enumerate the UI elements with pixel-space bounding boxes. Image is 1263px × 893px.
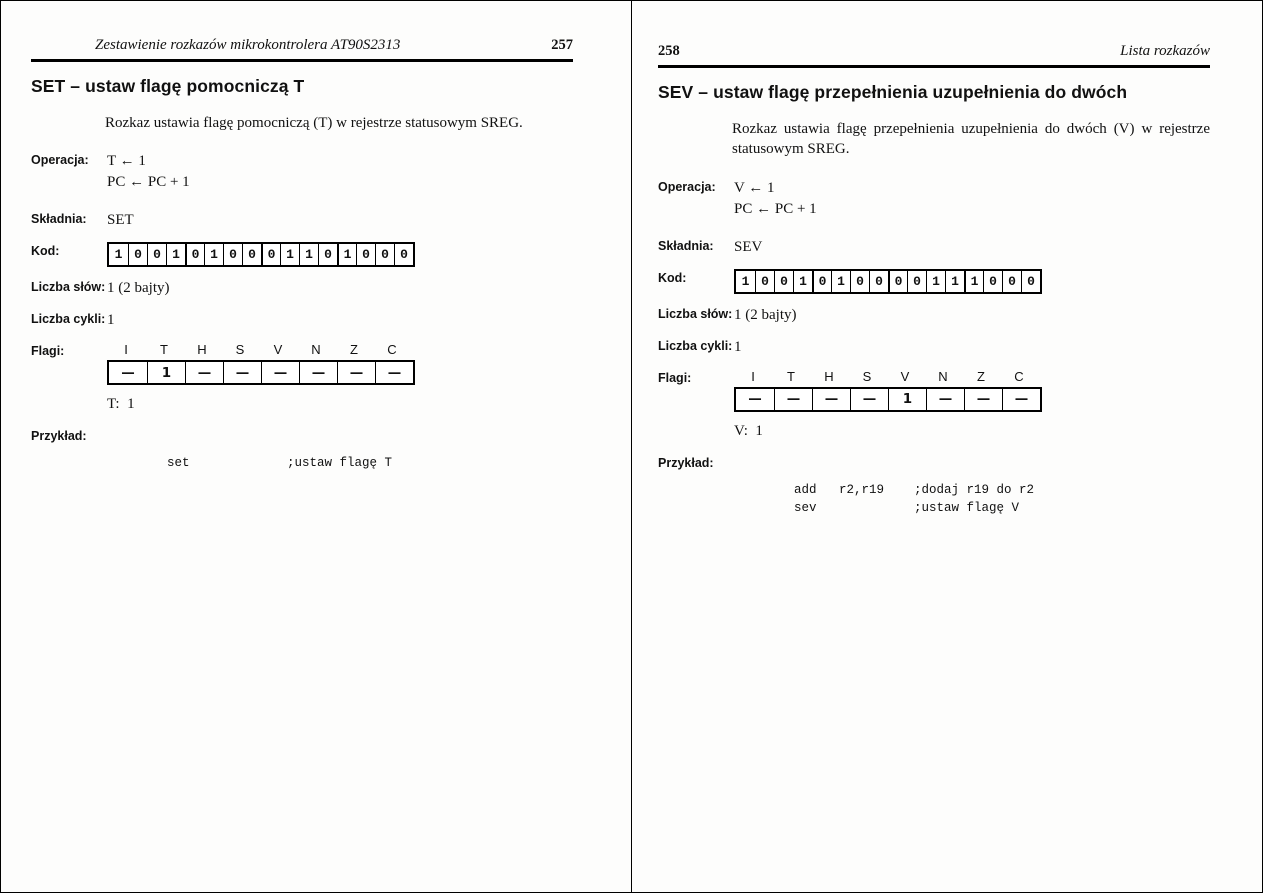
- page-header-left: [31, 37, 573, 54]
- opcode-bit: 0: [869, 271, 888, 292]
- przyklad-label: Przykład:: [658, 455, 714, 470]
- running-title: Lista rozkazów: [1120, 43, 1210, 59]
- opcode-bit: 1: [945, 271, 964, 292]
- flag-value-cell: —: [299, 362, 337, 383]
- flag-values: [107, 360, 415, 385]
- running-title: Zestawienie rozkazów mikrokontrolera AT90S2313: [95, 37, 401, 53]
- mnemonic: SEV: [734, 238, 763, 255]
- cycle-count: 1: [734, 338, 742, 355]
- przyklad-row: [658, 454, 1210, 470]
- opcode-bit: 0: [356, 244, 375, 265]
- opcode-bit: 1: [793, 271, 812, 292]
- flag-register-table: [734, 369, 1042, 412]
- flag-letter: T: [787, 368, 795, 384]
- operacja-lines: [107, 151, 190, 193]
- flag-letter: H: [197, 342, 207, 358]
- opcode-bit: 0: [261, 244, 280, 265]
- flagi-row: [658, 369, 1210, 412]
- opcode-bit: 0: [223, 244, 242, 265]
- liczba-slow-label: Liczba słów:: [658, 306, 733, 321]
- flag-value-cell: —: [926, 389, 964, 410]
- opcode-bit: 0: [318, 244, 337, 265]
- flag-letters: [734, 369, 1042, 384]
- opcode-bit: 1: [299, 244, 318, 265]
- instruction-description: Rozkaz ustawia flagę przepełnienia uzupełnienia do dwóch (V) w rejestrze statusowym SREG.: [732, 121, 1210, 158]
- flag-value-cell: —: [337, 362, 375, 383]
- operacja-label: Operacja:: [31, 153, 89, 168]
- liczba-cykli-row: [658, 337, 1210, 358]
- flag-letter: S: [235, 342, 245, 358]
- flag-result: V: 1: [734, 422, 763, 439]
- opcode-bit: 0: [755, 271, 774, 292]
- page-number: 257: [551, 37, 573, 53]
- flag-value-cell: 1: [147, 362, 185, 383]
- opcode-bit: 1: [280, 244, 299, 265]
- flag-value-cell: —: [812, 389, 850, 410]
- kod-row: [31, 242, 573, 267]
- skladnia-row: [31, 210, 573, 231]
- cycle-count: 1: [107, 312, 115, 329]
- skladnia-row: [658, 237, 1210, 258]
- flag-letter: C: [1014, 368, 1024, 384]
- operacja-lines: [734, 178, 817, 220]
- opcode-bit: 0: [812, 271, 831, 292]
- przyklad-row: [31, 427, 573, 443]
- opcode-bit: 0: [147, 244, 166, 265]
- opcode-bit: 0: [888, 271, 907, 292]
- flag-value-cell: —: [375, 362, 413, 383]
- flag-value-cell: —: [774, 389, 812, 410]
- operation-line: PC ← PC + 1: [107, 174, 190, 191]
- flag-value-cell: —: [223, 362, 261, 383]
- skladnia-label: Składnia:: [658, 238, 714, 253]
- header-rule: [658, 65, 1210, 68]
- operation-line: T ← 1: [107, 153, 146, 170]
- kod-label: Kod:: [658, 270, 687, 285]
- opcode-bit: 0: [242, 244, 261, 265]
- operacja-label: Operacja:: [658, 179, 716, 194]
- flag-values: [734, 387, 1042, 412]
- opcode-bit: 1: [964, 271, 983, 292]
- flag-register-table: [107, 342, 415, 385]
- liczba-slow-row: [658, 305, 1210, 326]
- flag-letter: H: [824, 368, 834, 384]
- flagi-row: [31, 342, 573, 385]
- word-count: 1 (2 bajty): [734, 306, 797, 323]
- code-line: set ;ustaw flagę T: [167, 456, 393, 471]
- liczba-cykli-label: Liczba cykli:: [658, 338, 733, 353]
- flag-letter: N: [938, 368, 948, 384]
- liczba-slow-row: [31, 278, 573, 299]
- page-number: 258: [658, 43, 680, 59]
- opcode-bit: 1: [741, 273, 750, 289]
- liczba-slow-label: Liczba słów:: [31, 280, 106, 295]
- word-count: 1 (2 bajty): [107, 280, 170, 297]
- instruction-title: SEV – ustaw flagę przepełnienia uzupełnienia do dwóch: [658, 82, 1128, 102]
- flagi-label: Flagi:: [31, 344, 65, 359]
- skladnia-label: Składnia:: [31, 212, 87, 227]
- flag-letter: V: [900, 368, 910, 384]
- operation-line: PC ← PC + 1: [734, 200, 817, 217]
- mnemonic: SET: [107, 212, 134, 229]
- opcode-bit: 0: [1021, 271, 1040, 292]
- flag-letters: [107, 342, 415, 357]
- flag-value-cell: —: [1002, 389, 1040, 410]
- flag-value-cell: —: [850, 389, 888, 410]
- flag-letter: S: [862, 368, 872, 384]
- opcode-bit: 0: [850, 271, 869, 292]
- opcode-bit: 0: [375, 244, 394, 265]
- opcode-bit: 0: [983, 271, 1002, 292]
- flag-letter: T: [160, 342, 168, 358]
- przyklad-label: Przykład:: [31, 429, 87, 444]
- kod-row: [658, 269, 1210, 294]
- instruction-description: Rozkaz ustawia flagę pomocniczą (T) w rejestrze statusowym SREG.: [105, 115, 523, 131]
- opcode-bit: 0: [774, 271, 793, 292]
- operacja-row: [658, 178, 1210, 220]
- header-rule: [31, 59, 573, 62]
- liczba-cykli-row: [31, 310, 573, 331]
- opcode-bit: 1: [831, 271, 850, 292]
- page-258: [632, 1, 1262, 892]
- example-code: [794, 481, 1210, 517]
- opcode-bit: 1: [337, 244, 356, 265]
- flag-letter: V: [273, 342, 283, 358]
- opcode-bit: 0: [128, 244, 147, 265]
- opcode-bit: 0: [394, 244, 413, 265]
- liczba-cykli-label: Liczba cykli:: [31, 312, 106, 327]
- code-line: sev ;ustaw flagę V: [794, 500, 1020, 515]
- flag-value-cell: —: [261, 362, 299, 383]
- opcode-bit-table: [107, 242, 415, 267]
- opcode-bit: 1: [204, 244, 223, 265]
- flag-result: T: 1: [107, 396, 135, 413]
- flagi-label: Flagi:: [658, 370, 692, 385]
- flag-letter: N: [311, 342, 321, 358]
- page-header-right: [658, 43, 1210, 60]
- flag-value-cell: —: [748, 391, 762, 407]
- flag-value-cell: 1: [888, 389, 926, 410]
- opcode-bit: 0: [907, 271, 926, 292]
- instruction-title: SET – ustaw flagę pomocniczą T: [31, 76, 305, 96]
- opcode-bit: 1: [166, 244, 185, 265]
- page-257: [1, 1, 632, 892]
- code-line: add r2,r19 ;dodaj r19 do r2: [794, 482, 1035, 497]
- operacja-row: [31, 151, 573, 193]
- flag-letter: Z: [350, 342, 358, 358]
- opcode-bit: 0: [185, 244, 204, 265]
- flag-letter: Z: [977, 368, 985, 384]
- operation-line: V ← 1: [734, 179, 775, 196]
- kod-label: Kod:: [31, 244, 60, 259]
- flag-value-cell: —: [964, 389, 1002, 410]
- opcode-bit: 0: [1002, 271, 1021, 292]
- flag-letter: I: [751, 368, 755, 384]
- flag-value-cell: —: [185, 362, 223, 383]
- opcode-bit: 1: [926, 271, 945, 292]
- opcode-bit-table: [734, 269, 1042, 294]
- flag-value-cell: —: [121, 364, 135, 381]
- example-code: [167, 454, 573, 472]
- flag-letter: C: [387, 342, 397, 358]
- flag-letter: I: [124, 342, 128, 358]
- opcode-bit: 1: [114, 247, 123, 263]
